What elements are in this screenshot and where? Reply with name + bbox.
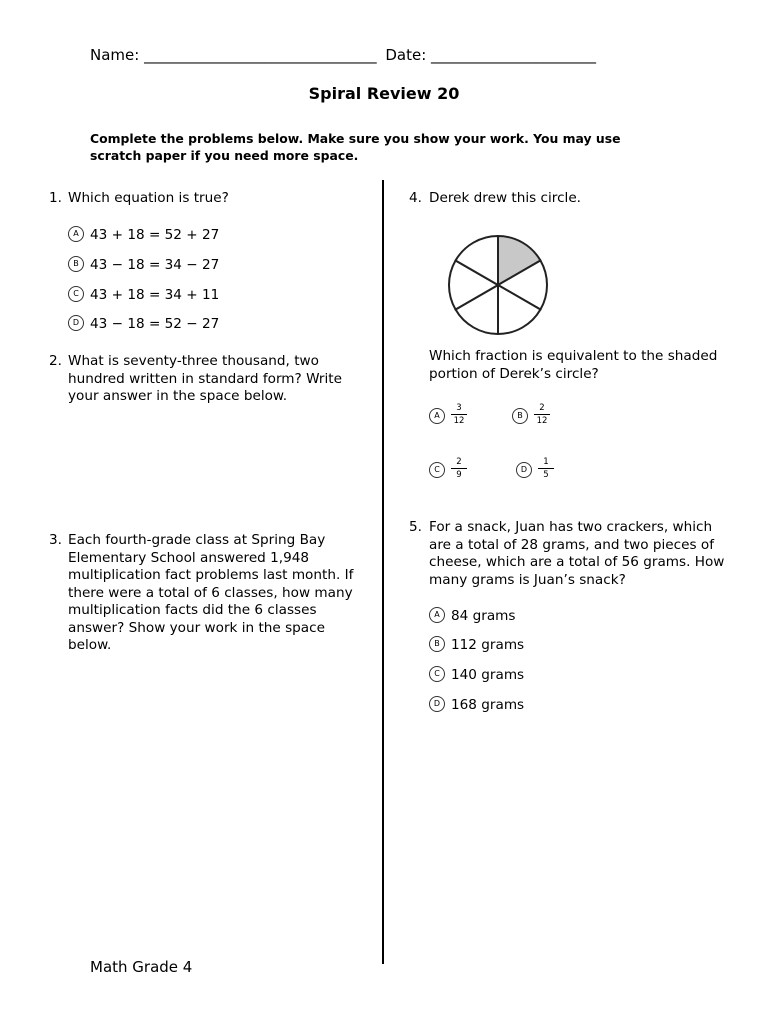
denominator: 12 bbox=[453, 416, 465, 426]
denominator: 9 bbox=[456, 470, 462, 480]
divided-circle-figure bbox=[446, 232, 550, 338]
numerator: 2 bbox=[451, 457, 467, 469]
question-text: Which equation is true? bbox=[68, 190, 229, 206]
numerator: 1 bbox=[538, 457, 554, 469]
fraction bbox=[451, 457, 467, 480]
numerator: 2 bbox=[534, 403, 550, 415]
bubble-a-icon[interactable]: A bbox=[429, 607, 445, 623]
choice-text: 112 grams bbox=[451, 637, 525, 653]
question-number: 1. bbox=[49, 190, 62, 206]
bubble-c-icon[interactable]: C bbox=[429, 666, 445, 682]
question-text: Derek drew this circle. bbox=[429, 190, 582, 206]
bubble-c-icon[interactable]: C bbox=[68, 286, 84, 302]
fraction bbox=[534, 403, 550, 426]
choice-text: 43 + 18 = 52 + 27 bbox=[90, 227, 220, 243]
question-number: 5. bbox=[409, 519, 422, 535]
choice-text: 43 − 18 = 34 − 27 bbox=[90, 257, 220, 273]
bubble-d-icon[interactable]: D bbox=[429, 696, 445, 712]
question-followup: Which fraction is equivalent to the shaded portion of Derek’s circle? bbox=[429, 348, 718, 382]
question-2 bbox=[40, 353, 370, 413]
choice-text: 43 + 18 = 34 + 11 bbox=[90, 287, 220, 303]
date-field[interactable]: Date: ______________________ bbox=[385, 46, 597, 64]
bubble-b-icon[interactable]: B bbox=[429, 636, 445, 652]
question-3 bbox=[40, 532, 370, 662]
question-number: 4. bbox=[409, 190, 422, 206]
bubble-d-icon[interactable]: D bbox=[68, 315, 84, 331]
bubble-b-icon[interactable]: B bbox=[68, 256, 84, 272]
denominator: 12 bbox=[536, 416, 548, 426]
question-5 bbox=[400, 519, 740, 719]
instructions: Complete the problems below. Make sure you show your work. You may use scratch paper if you need more space. bbox=[90, 131, 621, 163]
footer-label: Math Grade 4 bbox=[90, 958, 193, 976]
name-date-line bbox=[90, 46, 596, 64]
question-number: 3. bbox=[49, 532, 62, 548]
fraction bbox=[451, 403, 467, 426]
choice-text: 140 grams bbox=[451, 667, 525, 683]
choice-text: 43 − 18 = 52 − 27 bbox=[90, 316, 220, 332]
choice-text: 168 grams bbox=[451, 697, 525, 713]
numerator: 3 bbox=[451, 403, 467, 415]
denominator: 5 bbox=[543, 470, 549, 480]
bubble-a-icon[interactable]: A bbox=[68, 226, 84, 242]
bubble-d-icon[interactable]: D bbox=[516, 462, 532, 478]
column-divider bbox=[382, 180, 384, 964]
bubble-c-icon[interactable]: C bbox=[429, 462, 445, 478]
choice-text: 84 grams bbox=[451, 608, 516, 624]
question-text: Each fourth-grade class at Spring Bay Elementary School answered 1,948 multiplication fact problems last month. If there were a total of 6 classes, how many multiplication facts did the 6 classes answer? Show your work in the space below. bbox=[68, 532, 354, 653]
question-4 bbox=[400, 190, 740, 490]
question-number: 2. bbox=[49, 353, 62, 369]
bubble-b-icon[interactable]: B bbox=[512, 408, 528, 424]
worksheet-title: Spiral Review 20 bbox=[308, 84, 460, 103]
question-text: For a snack, Juan has two crackers, which are a total of 28 grams, and two pieces of cheese, which are a total of 56 grams. How many grams is Juan’s snack? bbox=[429, 519, 725, 588]
question-1 bbox=[40, 190, 370, 340]
bubble-a-icon[interactable]: A bbox=[429, 408, 445, 424]
name-field[interactable]: Name: _______________________________ bbox=[90, 46, 377, 64]
fraction bbox=[538, 457, 554, 480]
question-text: What is seventy-three thousand, two hundred written in standard form? Write your answer in the space below. bbox=[68, 353, 342, 404]
